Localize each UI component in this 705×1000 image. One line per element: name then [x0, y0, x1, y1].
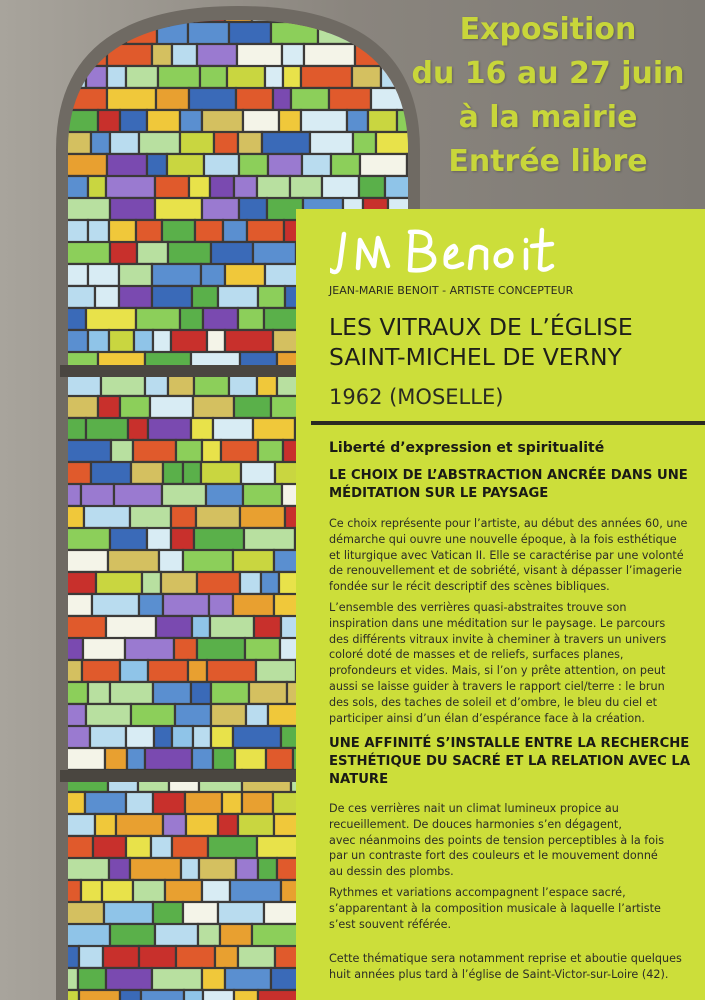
glass-pane [225, 330, 273, 352]
glass-pane [88, 176, 106, 198]
glass-pane [142, 572, 161, 594]
glass-pane [257, 836, 299, 858]
glass-pane [347, 110, 368, 132]
glass-pane [163, 462, 183, 484]
glass-pane [156, 616, 192, 638]
glass-pane [127, 748, 145, 770]
glass-pane [96, 572, 142, 594]
glass-pane [153, 792, 185, 814]
paragraph-line: par un contraste fort des couleurs et le mouvement donné [329, 849, 658, 863]
heading-abstraction [329, 467, 699, 503]
glass-pane [126, 836, 151, 858]
glass-pane [207, 330, 225, 352]
glass-pane [225, 264, 265, 286]
glass-pane [331, 154, 360, 176]
glass-pane [106, 968, 152, 990]
glass-pane [148, 418, 191, 440]
glass-pane [238, 308, 264, 330]
glass-pane [110, 198, 155, 220]
title-line-2: SAINT-MICHEL DE VERNY [329, 343, 622, 371]
glass-pane [78, 968, 106, 990]
glass-pane [213, 418, 253, 440]
glass-pane [91, 132, 110, 154]
glass-pane [204, 154, 239, 176]
glass-pane [154, 726, 172, 748]
glass-pane [234, 176, 257, 198]
glass-pane [168, 242, 211, 264]
paragraph-3 [329, 801, 701, 880]
glass-pane [189, 88, 236, 110]
paragraph-line: profondeurs et vides. Mais, si l’on y prête attention, on peut [329, 664, 666, 678]
glass-pane [183, 902, 218, 924]
paragraph-line: Rythmes et variations accompagnent l’espace sacré, [329, 886, 626, 899]
glass-pane [235, 748, 266, 770]
glass-pane [126, 726, 154, 748]
glass-pane [79, 946, 103, 968]
glass-pane [148, 660, 188, 682]
heading-affinity-line-2: ESTHÉTIQUE DU SACRÉ ET LA RELATION AVEC LA [329, 754, 691, 769]
glass-pane [152, 44, 172, 66]
glass-pane [256, 660, 296, 682]
glass-pane [119, 286, 152, 308]
glass-pane [195, 220, 223, 242]
glass-pane [245, 638, 280, 660]
glass-pane [290, 176, 322, 198]
glass-pane [234, 990, 258, 1000]
heading-affinity-line-3: NATURE [329, 772, 389, 787]
paragraph-line: s’apparentant à la composition musicale à laquelle l’artiste [329, 901, 661, 915]
paragraph-4 [329, 885, 701, 932]
glass-pane [213, 748, 235, 770]
glass-pane [268, 154, 302, 176]
paragraph-line: L’ensemble des verrières quasi-abstraites trouve son [329, 601, 627, 614]
glass-pane [352, 66, 381, 88]
glass-pane [253, 418, 295, 440]
glass-pane [86, 418, 128, 440]
glass-pane [218, 902, 264, 924]
glass-pane [174, 638, 197, 660]
glass-pane [133, 440, 176, 462]
artist-name: JEAN-MARIE BENOIT - ARTISTE CONCEPTEUR [329, 284, 574, 297]
glass-pane [126, 66, 158, 88]
glass-pane [273, 88, 291, 110]
glass-pane [282, 44, 304, 66]
glass-pane [136, 220, 162, 242]
glass-pane [202, 968, 225, 990]
glass-pane [162, 220, 195, 242]
glass-pane [304, 44, 355, 66]
title-line-1: LES VITRAUX DE L’ÉGLISE [329, 313, 633, 341]
headline-location: à la mairie [458, 100, 638, 135]
glass-pane [199, 858, 236, 880]
glass-pane [162, 484, 206, 506]
glass-pane [92, 594, 139, 616]
glass-pane [107, 88, 156, 110]
glass-pane [81, 880, 102, 902]
paragraph-line: démarche qui ouvre une nouvelle époque, à la fois esthétique [329, 532, 677, 546]
paragraph-line: des sols, des taches de soleil et d’ombre, le bleu du ciel et [329, 695, 657, 709]
glass-pane [168, 374, 194, 396]
glass-pane [184, 990, 203, 1000]
glass-pane [90, 726, 126, 748]
glass-pane [172, 726, 193, 748]
glass-pane [120, 396, 150, 418]
glass-pane [194, 374, 229, 396]
paragraph-line: fondée sur le récit descriptif des scènes bibliques. [329, 580, 610, 594]
glass-pane [230, 880, 281, 902]
exhibition-title [329, 312, 699, 372]
glass-pane [155, 924, 198, 946]
paragraph-line: s’est souvent référée. [329, 917, 452, 931]
glass-pane [110, 132, 139, 154]
glass-pane [161, 572, 197, 594]
exhibition-headline [398, 8, 698, 184]
glass-pane [155, 198, 202, 220]
glass-pane [93, 836, 126, 858]
glass-pane [131, 462, 163, 484]
glass-pane [183, 462, 201, 484]
glass-pane [159, 550, 183, 572]
glass-pane [110, 924, 155, 946]
glass-pane [120, 990, 141, 1000]
artist-signature-logo [330, 220, 560, 284]
paragraph-line: inspiration dans une méditation sur le paysage. Le parcours [329, 616, 666, 630]
glass-pane [234, 396, 271, 418]
glass-pane [88, 682, 110, 704]
heading-affinity [329, 735, 699, 789]
glass-pane [242, 792, 273, 814]
glass-pane [128, 418, 148, 440]
glass-pane [137, 242, 168, 264]
glass-pane [181, 858, 199, 880]
glass-pane [163, 594, 209, 616]
glass-pane [171, 506, 196, 528]
glass-pane [116, 814, 163, 836]
glass-pane [152, 264, 201, 286]
glass-pane [220, 924, 252, 946]
glass-pane [233, 726, 281, 748]
paragraph-line: coloré doté de masses et de reliefs, surfaces planes, [329, 648, 624, 662]
glass-pane [197, 44, 237, 66]
glass-pane [186, 814, 218, 836]
glass-pane [83, 638, 125, 660]
glass-pane [150, 396, 193, 418]
glass-pane [198, 924, 220, 946]
glass-pane [261, 572, 279, 594]
heading-abstraction-line-2: MÉDITATION SUR LE PAYSAGE [329, 486, 549, 501]
glass-pane [101, 374, 145, 396]
paragraph-line: Cette thématique sera notamment reprise et aboutie quelques [329, 952, 682, 965]
glass-pane [247, 220, 284, 242]
glass-pane [147, 110, 180, 132]
paragraph-1 [329, 516, 701, 595]
glass-pane [136, 308, 180, 330]
glass-pane [104, 902, 153, 924]
glass-pane [141, 990, 184, 1000]
glass-pane [188, 660, 207, 682]
glass-pane [108, 550, 159, 572]
glass-pane [192, 286, 218, 308]
glass-pane [88, 264, 119, 286]
glass-pane [106, 176, 155, 198]
paragraph-line: participer ainsi d’un élan d’espérance face à la création. [329, 711, 645, 725]
headline-dates: du 16 au 27 juin [411, 56, 685, 91]
glass-pane [223, 220, 247, 242]
glass-pane [249, 682, 287, 704]
glass-pane [265, 66, 283, 88]
glass-pane [139, 132, 180, 154]
glass-pane [253, 242, 296, 264]
exhibition-subtitle: 1962 (MOSELLE) [329, 385, 504, 409]
glass-pane [120, 660, 148, 682]
glass-pane [109, 330, 134, 352]
glass-pane [301, 66, 352, 88]
glass-pane [258, 286, 285, 308]
glass-pane [233, 550, 274, 572]
glass-pane [152, 286, 192, 308]
paragraph-line: huit années plus tard à l’église de Saint-Victor-sur-Loire (42). [329, 967, 669, 981]
glass-pane [172, 836, 208, 858]
glass-pane [176, 440, 202, 462]
glass-pane [152, 968, 202, 990]
glass-pane [151, 836, 172, 858]
glass-pane [172, 44, 197, 66]
glass-pane [196, 506, 240, 528]
paragraph-line: au dessin des plombs. [329, 865, 454, 879]
glass-pane [238, 946, 275, 968]
glass-pane [203, 990, 234, 1000]
paragraph-line: et liturgique avec Vatican II. Elle se caractérise par une volonté [329, 548, 684, 562]
glass-pane [147, 154, 167, 176]
glass-pane [103, 946, 139, 968]
glass-pane [163, 814, 186, 836]
glass-pane [236, 88, 273, 110]
glass-pane [244, 528, 295, 550]
glass-pane [258, 440, 283, 462]
glass-pane [110, 682, 153, 704]
glass-pane [240, 572, 261, 594]
glass-pane [85, 792, 126, 814]
glass-pane [240, 506, 285, 528]
glass-pane [147, 528, 171, 550]
glass-pane [207, 660, 256, 682]
section-title: Liberté d’expression et spiritualité [329, 440, 605, 456]
glass-pane [329, 88, 371, 110]
glass-pane [221, 440, 258, 462]
glass-pane [107, 66, 126, 88]
glass-pane [201, 264, 225, 286]
glass-pane [145, 748, 192, 770]
paragraph-line: aussi se laisse guider à travers le rapport ciel/terre : le brun [329, 679, 665, 693]
glass-pane [134, 330, 153, 352]
glass-pane [86, 704, 131, 726]
glass-pane [130, 858, 181, 880]
glass-pane [236, 858, 258, 880]
glass-pane [158, 66, 200, 88]
glass-pane [191, 418, 213, 440]
glass-pane [82, 660, 120, 682]
glass-pane [95, 286, 119, 308]
heading-abstraction-line-1: LE CHOIX DE L’ABSTRACTION ANCRÉE DANS UNE [329, 468, 688, 483]
paragraph-5 [329, 951, 701, 983]
glass-pane [209, 594, 233, 616]
glass-pane [229, 22, 271, 44]
paragraph-line: De ces verrières nait un climat lumineux propice au [329, 802, 619, 815]
glass-pane [84, 506, 130, 528]
glass-pane [262, 132, 310, 154]
glass-pane [222, 792, 242, 814]
glass-pane [145, 374, 168, 396]
divider [311, 421, 705, 425]
glass-pane [214, 132, 238, 154]
paragraph-2 [329, 600, 701, 726]
glass-pane [210, 176, 234, 198]
glass-pane [359, 176, 385, 198]
glass-pane [139, 594, 163, 616]
glass-pane [203, 308, 238, 330]
paragraph-line: Ce choix représente pour l’artiste, au début des années 60, une [329, 517, 688, 530]
glass-pane [225, 968, 271, 990]
glass-pane [218, 286, 258, 308]
paragraph-line: recueillement. De douces harmonies s’en dégagent, [329, 817, 622, 831]
glass-pane [192, 748, 213, 770]
glass-pane [120, 110, 147, 132]
heading-affinity-line-1: UNE AFFINITÉ S’INSTALLE ENTRE LA RECHERCHE [329, 736, 690, 751]
glass-pane [109, 858, 130, 880]
glass-pane [189, 176, 210, 198]
glass-pane [110, 242, 137, 264]
glass-pane [368, 110, 397, 132]
glass-pane [202, 880, 230, 902]
glass-pane [201, 462, 241, 484]
paragraph-line: de renouvellement et de sobriété, visant à dépasser l’imagerie [329, 564, 682, 578]
glass-pane [310, 132, 353, 154]
headline-entry: Entrée libre [448, 144, 648, 179]
paragraph-line: avec néanmoins des points de tension perceptibles à la fois [329, 833, 665, 847]
glass-pane [301, 110, 347, 132]
glass-pane [211, 682, 249, 704]
glass-pane [180, 110, 202, 132]
glass-pane [156, 88, 189, 110]
glass-pane [291, 88, 329, 110]
glass-pane [102, 880, 133, 902]
glass-pane [239, 154, 268, 176]
glass-pane [243, 110, 279, 132]
glass-pane [200, 66, 227, 88]
glass-pane [79, 990, 120, 1000]
paragraph-line: des différents vitraux invite à cheminer à travers un univers [329, 632, 667, 646]
headline-exposition: Exposition [459, 12, 637, 47]
glass-pane [238, 132, 262, 154]
